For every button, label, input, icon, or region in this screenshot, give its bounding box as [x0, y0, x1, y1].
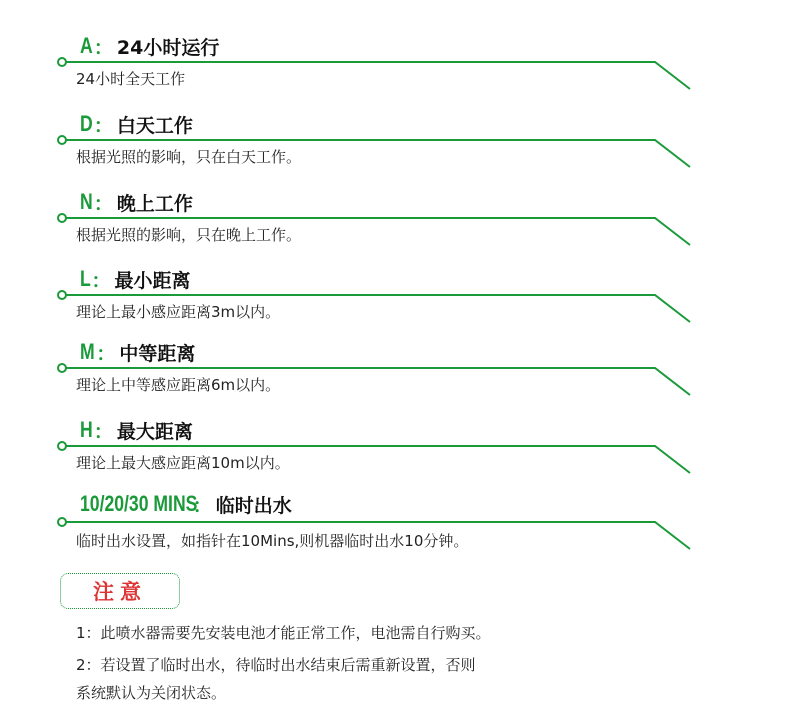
section-heading: L ： 最小距离: [80, 266, 191, 292]
mode-description: 临时出水设置，如指针在10Mins,则机器临时出水10分钟。: [76, 532, 469, 550]
mode-title: 白天工作: [116, 114, 193, 137]
mode-description: 24小时全天工作: [76, 70, 186, 88]
mode-description: 理论上中等感应距离6m以内。: [76, 376, 281, 394]
mode-title: 中等距离: [119, 342, 196, 365]
mode-code: A: [80, 33, 93, 58]
section-heading: D ： 白天工作: [80, 111, 193, 137]
mode-title: 24小时运行: [116, 36, 220, 59]
mode-description: 根据光照的影响，只在晚上工作。: [76, 226, 302, 244]
mode-description: 理论上最小感应距离3m以内。: [76, 303, 281, 321]
mode-code: D: [80, 111, 93, 136]
note-line-2: 2：若设置了临时出水，待临时出水结束后需重新设置，否则: [76, 656, 476, 674]
mode-code: N: [80, 189, 93, 214]
section-heading: H ： 最大距离: [80, 417, 193, 443]
section-h: [0, 416, 800, 488]
mode-code: M: [80, 339, 95, 364]
section-heading: A ： 24小时运行: [80, 33, 220, 59]
mode-title: 最大距离: [116, 420, 193, 443]
section-a: [0, 32, 800, 104]
mode-title: 最小距离: [114, 269, 191, 292]
section-d: [0, 110, 800, 182]
section-n: [0, 188, 800, 260]
note-line-3: 系统默认为关闭状态。: [76, 684, 227, 702]
mode-title: 晚上工作: [116, 192, 193, 215]
section-l: [0, 265, 800, 337]
note-header-box: [60, 573, 180, 609]
section-m: [0, 338, 800, 410]
mode-description: 理论上最大感应距离10m以内。: [76, 454, 290, 472]
section-timer: [0, 490, 800, 562]
mode-code: H: [80, 417, 93, 442]
mode-description: 根据光照的影响，只在白天工作。: [76, 148, 302, 166]
mode-title: 临时出水: [215, 494, 292, 517]
section-heading: 10/20/30 MINS ： 临时出水: [80, 491, 292, 517]
section-heading: N ： 晚上工作: [80, 189, 193, 215]
note-line-1: 1：此喷水器需要先安装电池才能正常工作，电池需自行购买。: [76, 624, 491, 642]
note-title: 注意: [93, 580, 147, 604]
mode-code: L: [80, 266, 91, 291]
section-heading: M ： 中等距离: [80, 339, 196, 365]
mode-code: 10/20/30 MINS: [80, 491, 198, 516]
